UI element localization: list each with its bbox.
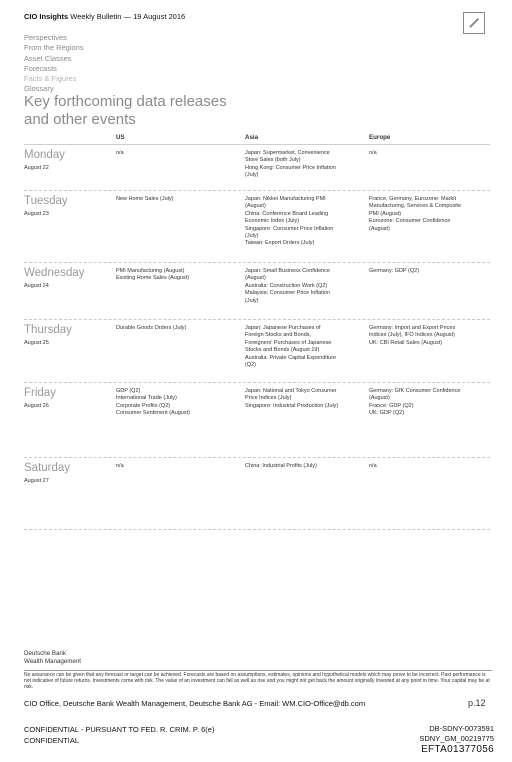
day-name: Friday [24,387,56,399]
event-line: GDP (Q2) [116,388,141,394]
event-line: PMI Manufacturing (August) [116,268,185,274]
day-row-friday [24,383,490,458]
europe-events [369,150,493,157]
event-line: Germany: GfK Consumer Confidence [369,388,461,394]
event-line: (Q2) [245,362,256,369]
event-line: France, Germany, Eurozone: Markit [369,196,457,202]
bulletin-brand: CIO Insights [24,12,69,21]
confidential-line-2: CONFIDENTIAL [24,735,80,745]
day-row-thursday [24,320,490,383]
asia-events [245,388,367,410]
day-row-wednesday [24,263,490,320]
day-name: Thursday [24,324,72,336]
efta-id: EFTA01377056 [421,744,494,755]
event-line: Singapore: Industrial Production (July) [245,402,339,409]
bank-name-line-2: Wealth Management [24,658,81,665]
event-line: Eurozone: Consumer Confidence [369,218,451,225]
nav-item-facts-figures[interactable]: Facts & Figures [24,74,77,84]
event-line: (August) [245,275,266,282]
europe-events [369,268,493,275]
event-line: Germany: GDP (Q2) [369,268,420,274]
row-divider [24,529,490,530]
event-line: Japan: Small Business Confidence [245,268,330,274]
column-header-asia: Asia [245,134,259,141]
event-line: Japan: National and Tokyo Consumer [245,388,337,394]
day-row-saturday [24,458,490,530]
event-line: Hong Kong: Consumer Price Inflation [245,164,336,171]
day-date: August 24 [24,283,49,289]
event-line: UK: GDP (Q2) [369,410,405,417]
event-line: China: Conference Board Leading [245,210,329,217]
bulletin-subtitle: Weekly Bulletin — 19 August 2016 [70,12,186,21]
event-line: France: GDP (Q2) [369,402,414,409]
asia-events [245,463,367,470]
contact-line: CIO Office, Deutsche Bank Wealth Management, Deutsche Bank AG - Email: WM.CIO-Office@db.com [24,699,366,708]
day-name: Tuesday [24,195,68,207]
event-line: Foreign Stocks and Bonds, [245,332,312,339]
us-events [116,268,234,283]
us-events [116,150,234,157]
asia-events [245,150,367,180]
event-line: n/a [116,463,124,469]
page-title [24,93,227,129]
us-events [116,325,234,332]
asia-events [245,268,367,305]
us-events [116,463,234,470]
event-line: UK: CBI Retail Sales (August) [369,339,443,346]
europe-events [369,388,493,418]
deutsche-bank-logo-icon [463,12,485,34]
nav-item-glossary[interactable]: Glossary [24,84,54,94]
document-ids [400,724,494,756]
event-line: Germany: Import and Export Prices [369,325,456,331]
column-header-europe: Europe [369,134,391,141]
event-line: Japan: Japanese Purchases of [245,325,321,331]
event-line: (July) [245,297,259,304]
confidential-line-1: CONFIDENTIAL - PURSUANT TO FED. R. CRIM. P. 6(e) [24,725,215,734]
day-name: Monday [24,149,65,161]
asia-events [245,196,367,248]
event-line: (July) [245,233,259,240]
day-name: Wednesday [24,267,85,279]
event-line: Store Sales (both July) [245,157,301,164]
event-line: Existing Home Sales (August) [116,275,190,282]
column-header-us: US [116,134,125,141]
event-line: Japan: Nikkei Manufacturing PMI [245,196,326,202]
event-line: Malaysia: Consumer Price Inflation [245,290,330,297]
event-line: n/a [369,463,377,469]
day-date: August 25 [24,340,49,346]
page-title-line-2: and other events [24,111,136,128]
event-line: Singapore: Consumer Price Inflation [245,225,334,232]
day-row-monday [24,145,490,191]
event-line: International Trade (July) [116,395,177,402]
day-row-tuesday [24,191,490,263]
europe-events [369,325,493,347]
page-number: p.12 [468,698,486,708]
event-line: Corporate Profits (Q2) [116,402,171,409]
europe-events [369,196,493,233]
event-line: Durable Goods Orders (July) [116,325,187,331]
event-line: China: Industrial Profits (July) [245,463,317,469]
day-date: August 22 [24,165,49,171]
bank-name [24,650,81,666]
page-title-line-1: Key forthcoming data releases [24,93,227,110]
section-nav [24,33,84,95]
nav-item-forecasts[interactable]: Forecasts [24,63,57,73]
us-events [116,196,234,203]
event-line: (August) [245,203,266,210]
event-line: PMI (August) [369,210,402,217]
nav-item-perspectives[interactable]: Perspectives [24,33,67,42]
us-events [116,388,234,418]
nav-item-from-the-regions[interactable]: From the Regions [24,43,84,53]
event-line: n/a [369,150,377,156]
asia-events [245,325,367,369]
event-line: Stocks and Bonds (August 19) [245,347,320,354]
disclaimer-text: No assurance can be given that any forecast or target can be achieved. Forecasts are based on assumptions, estimates, opinions and hypothetical models which may prove to be incorrect. Past performance is not indicative of future returns. Investments come with risk. The value of an investment can fall as well as rise and you might not get back the amount originally invested at any point in time. Your capital may be at risk. [24,670,492,690]
event-line: Economic Index (July) [245,218,300,225]
europe-events [369,463,493,470]
event-line: Foreigners' Purchases of Japanese [245,339,332,346]
event-line: Indices (July), IFO Indices (August) [369,332,455,339]
day-date: August 26 [24,403,49,409]
bank-name-line-1: Deutsche Bank [24,650,66,657]
confidential-notice [24,725,214,746]
doc-id-1: DB-SDNY-0073591 [429,724,494,733]
event-line: Price Indices (July) [245,395,292,402]
event-line: Australia: Private Capital Expenditure [245,354,337,361]
event-line: New Home Sales (July) [116,196,174,202]
event-line: n/a [116,150,124,156]
bulletin-title [24,12,185,21]
event-line: (July) [245,172,259,179]
event-line: (August) [369,225,390,232]
event-line: Manufacturing, Services & Composite [369,203,462,210]
event-line: Japan: Supermarket, Convenience [245,150,330,156]
doc-id-2: SDNY_GM_00219775 [419,734,494,743]
event-line: Consumer Sentiment (August) [116,410,190,417]
day-date: August 27 [24,478,49,484]
nav-item-asset-classes[interactable]: Asset Classes [24,53,72,63]
day-name: Saturday [24,462,71,474]
event-line: Australia: Construction Work (Q2) [245,282,328,289]
day-date: August 23 [24,211,49,217]
event-line: (August) [369,395,390,402]
event-line: Taiwan: Export Orders (July) [245,240,315,247]
